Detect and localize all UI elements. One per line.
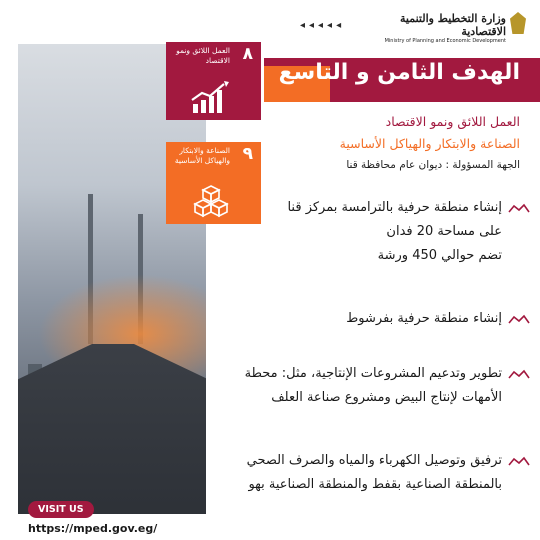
subtitle-goal-8: العمل اللائق ونمو الاقتصاد xyxy=(385,114,520,129)
list-item-text: تطوير وتدعيم المشروعات الإنتاجية، مثل: محطة xyxy=(244,366,502,381)
sdg-9-tile xyxy=(166,142,261,224)
list-item-text: إنشاء منطقة حرفية بالترامسة بمركز قنا xyxy=(287,200,502,215)
list-item-text: ترفيق وتوصيل الكهرباء والمياه والصرف الصحي xyxy=(246,453,502,468)
house-bullet-icon xyxy=(508,314,530,324)
list-item xyxy=(346,307,530,331)
cubes-icon xyxy=(190,184,232,218)
sdg-8-tile xyxy=(166,42,261,120)
house-bullet-icon xyxy=(508,456,530,466)
website-link[interactable]: https://mped.gov.eg/ xyxy=(28,522,158,535)
decorative-arrows: ◂◂◂◂◂ xyxy=(300,20,346,31)
sdg-number: ٨ xyxy=(242,44,253,64)
ministry-name-ar: وزارة التخطيط والتنمية الاقتصادية xyxy=(400,12,506,38)
responsible-authority: الجهة المسؤولة : ديوان عام محافظة قنا xyxy=(346,159,520,171)
subtitle-goal-9: الصناعة والابتكار والهياكل الأساسية xyxy=(339,136,520,151)
list-item-text: إنشاء منطقة حرفية بفرشوط xyxy=(346,311,502,326)
ministry-logo xyxy=(376,8,526,50)
house-bullet-icon xyxy=(508,369,530,379)
visit-us-badge: VISIT US xyxy=(28,501,94,518)
list-item xyxy=(247,449,530,497)
sdg-number: ٩ xyxy=(242,144,253,164)
sdg-label: الصناعة والابتكار والهياكل الأساسية xyxy=(174,146,230,165)
list-item xyxy=(245,362,530,410)
page-title: الهدف الثامن و التاسع xyxy=(278,60,520,85)
house-bullet-icon xyxy=(508,203,530,213)
list-item-text: الأمهات لإنتاج البيض ومشروع صناعة العلف xyxy=(271,390,502,405)
ministry-name-en: Ministry of Planning and Economic Development xyxy=(384,38,506,44)
sdg-label: العمل اللائق ونمو الاقتصاد xyxy=(176,46,230,65)
photo-suit xyxy=(18,344,206,514)
list-item xyxy=(287,196,530,268)
list-item-text: تضم حوالي 450 ورشة xyxy=(377,248,502,263)
growth-chart-icon xyxy=(190,80,232,114)
list-item-text: بالمنطقة الصناعية بقفط والمنطقة الصناعية بهو xyxy=(248,477,502,492)
list-item-text: على مساحة 20 فدان xyxy=(386,224,502,239)
eagle-emblem-icon xyxy=(510,12,526,34)
